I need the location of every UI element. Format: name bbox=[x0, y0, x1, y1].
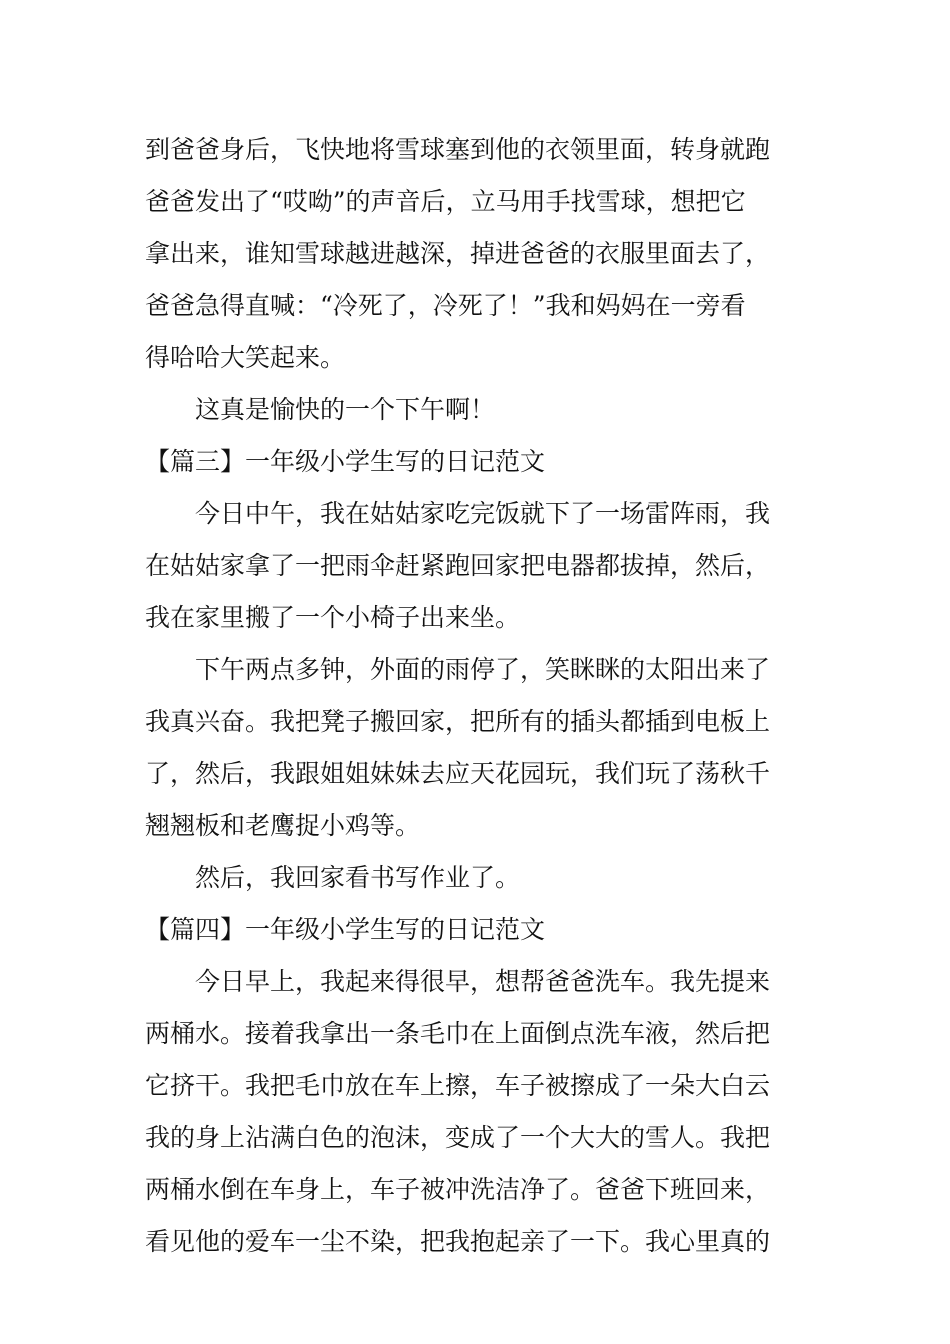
text-line: 它挤干。我把毛巾放在车上擦，车子被擦成了一朵大白云 bbox=[145, 1071, 771, 1100]
paragraph-after-rain bbox=[145, 644, 810, 852]
section-heading-part-three: 【篇三】一年级小学生写的日记范文 bbox=[145, 447, 546, 476]
paragraph-thunderstorm bbox=[145, 488, 810, 644]
text-line: 爸爸急得直喊：“冷死了，冷死了！”我和妈妈在一旁看 bbox=[145, 291, 746, 320]
section-heading-part-four: 【篇四】一年级小学生写的日记范文 bbox=[145, 915, 546, 944]
text-line: 两桶水。接着我拿出一条毛巾在上面倒点洗车液，然后把 bbox=[145, 1019, 771, 1048]
text-line: 下午两点多钟，外面的雨停了，笑眯眯的太阳出来了 bbox=[195, 655, 771, 684]
text-line: 今日早上，我起来得很早，想帮爸爸洗车。我先提来 bbox=[195, 967, 771, 996]
text-line: 爸爸发出了“哎呦”的声音后，立马用手找雪球，想把它 bbox=[145, 187, 746, 216]
text-line: 到爸爸身后，飞快地将雪球塞到他的衣领里面，转身就跑 bbox=[145, 135, 771, 164]
text-line: 这真是愉快的一个下午啊！ bbox=[195, 395, 496, 424]
paragraph-snowball-ending bbox=[145, 124, 810, 384]
paragraph-happy-afternoon bbox=[145, 384, 810, 436]
text-line: 拿出来，谁知雪球越进越深，掉进爸爸的衣服里面去了， bbox=[145, 239, 771, 268]
text-line: 得哈哈大笑起来。 bbox=[145, 343, 346, 372]
document-body bbox=[145, 124, 810, 1268]
paragraph-car-wash bbox=[145, 956, 810, 1268]
paragraph-homework bbox=[145, 852, 810, 904]
text-line: 在姑姑家拿了一把雨伞赶紧跑回家把电器都拔掉，然后， bbox=[145, 551, 771, 580]
text-line: 我在家里搬了一个小椅子出来坐。 bbox=[145, 603, 521, 632]
text-line: 我的身上沾满白色的泡沫，变成了一个大大的雪人。我把 bbox=[145, 1123, 771, 1152]
text-line: 了，然后，我跟姐姐妹妹去应天花园玩，我们玩了荡秋千 bbox=[145, 759, 771, 788]
text-line: 翘翘板和老鹰捉小鸡等。 bbox=[145, 811, 421, 840]
text-line: 今日中午，我在姑姑家吃完饭就下了一场雷阵雨，我 bbox=[195, 499, 771, 528]
text-line: 两桶水倒在车身上，车子被冲洗洁净了。爸爸下班回来， bbox=[145, 1175, 771, 1204]
text-line: 看见他的爱车一尘不染，把我抱起亲了一下。我心里真的 bbox=[145, 1227, 771, 1256]
text-line: 我真兴奋。我把凳子搬回家，把所有的插头都插到电板上 bbox=[145, 707, 771, 736]
text-line: 然后，我回家看书写作业了。 bbox=[195, 863, 521, 892]
